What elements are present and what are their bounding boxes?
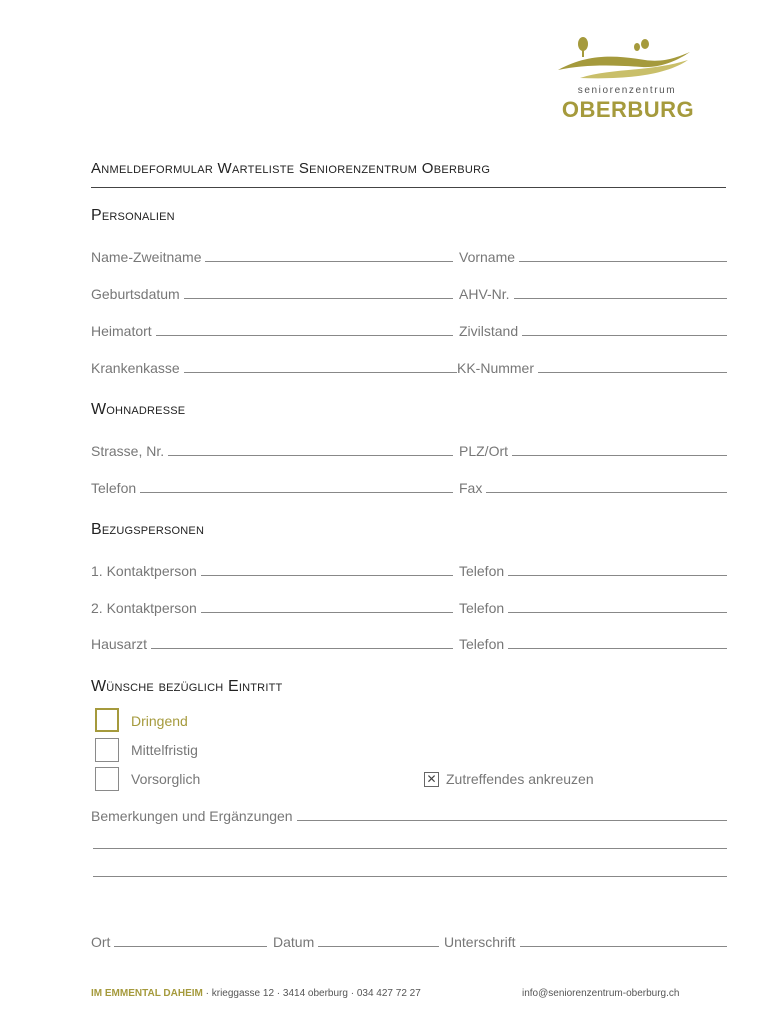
vorsorglich-checkbox[interactable]	[95, 767, 119, 791]
fax-field[interactable]	[459, 480, 727, 496]
bemerkungen-line-3[interactable]	[93, 876, 727, 877]
dringend-checkbox[interactable]	[95, 708, 119, 732]
bemerkungen-line-2[interactable]	[93, 848, 727, 849]
hausarzt-field[interactable]	[91, 636, 453, 652]
kk-nummer-field[interactable]	[457, 360, 727, 376]
dringend-label: Dringend	[131, 713, 188, 729]
telefon-field[interactable]	[91, 480, 453, 496]
kontaktperson-1-label: 1. Kontaktperson	[91, 563, 197, 579]
bemerkungen-field[interactable]	[91, 808, 727, 824]
title-divider	[91, 187, 726, 188]
datum-field[interactable]	[273, 934, 439, 950]
heimatort-label: Heimatort	[91, 323, 152, 339]
name-field[interactable]	[91, 249, 453, 265]
hausarzt-telefon-label: Telefon	[459, 636, 505, 652]
section-heading-bezugspersonen: Bezugspersonen	[91, 521, 205, 538]
vorname-label: Vorname	[459, 249, 516, 265]
logo	[550, 30, 700, 130]
logo-landscape-icon	[550, 30, 700, 90]
ahv-label: AHV-Nr.	[459, 286, 510, 302]
vorname-field[interactable]	[459, 249, 727, 265]
zivilstand-label: Zivilstand	[459, 323, 519, 339]
geburtsdatum-field[interactable]	[91, 286, 453, 302]
hausarzt-telefon-field[interactable]	[459, 636, 727, 652]
footer-brand: IM EMMENTAL DAHEIM	[91, 988, 203, 999]
ort-field[interactable]	[91, 934, 267, 950]
krankenkasse-label: Krankenkasse	[91, 360, 180, 376]
unterschrift-field[interactable]	[444, 934, 727, 950]
mittelfristig-label: Mittelfristig	[131, 742, 198, 758]
plz-ort-label: PLZ/Ort	[459, 443, 509, 459]
telefon-label: Telefon	[91, 480, 137, 496]
page-title: Anmeldeformular Warteliste Seniorenzentrum Oberburg	[91, 160, 491, 177]
kontaktperson-2-telefon-field[interactable]	[459, 600, 727, 616]
bemerkungen-label: Bemerkungen und Ergänzungen	[91, 808, 293, 824]
datum-label: Datum	[273, 934, 315, 950]
section-heading-wuensche: Wünsche bezüglich Eintritt	[91, 678, 283, 695]
footer-email[interactable]: info@seniorenzentrum-oberburg.ch	[522, 988, 680, 999]
kontaktperson-2-label: 2. Kontaktperson	[91, 600, 197, 616]
fax-label: Fax	[459, 480, 483, 496]
logo-subtitle: seniorenzentrum	[577, 85, 677, 96]
kontaktperson-2-telefon-label: Telefon	[459, 600, 505, 616]
ahv-field[interactable]	[459, 286, 727, 302]
strasse-field[interactable]	[91, 443, 453, 459]
zivilstand-field[interactable]	[459, 323, 727, 339]
section-heading-personalien: Personalien	[91, 207, 175, 224]
geburtsdatum-label: Geburtsdatum	[91, 286, 180, 302]
kontaktperson-1-telefon-field[interactable]	[459, 563, 727, 579]
footer-address-text: · krieggasse 12 · 3414 oberburg · 034 427 72 27	[202, 988, 421, 999]
vorsorglich-label: Vorsorglich	[131, 771, 201, 787]
plz-ort-field[interactable]	[459, 443, 727, 459]
logo-name: OBERBURG	[561, 97, 695, 122]
kontaktperson-2-field[interactable]	[91, 600, 453, 616]
name-label: Name-Zweitname	[91, 249, 202, 265]
kontaktperson-1-telefon-label: Telefon	[459, 563, 505, 579]
kontaktperson-1-field[interactable]	[91, 563, 453, 579]
hausarzt-label: Hausarzt	[91, 636, 148, 652]
footer-address	[91, 988, 421, 999]
kk-nummer-label: KK-Nummer	[457, 360, 535, 376]
heimatort-field[interactable]	[91, 323, 453, 339]
strasse-label: Strasse, Nr.	[91, 443, 165, 459]
hint-text: Zutreffendes ankreuzen	[446, 771, 594, 787]
krankenkasse-field[interactable]	[91, 360, 457, 376]
unterschrift-label: Unterschrift	[444, 934, 516, 950]
ort-label: Ort	[91, 934, 111, 950]
mittelfristig-checkbox[interactable]	[95, 738, 119, 762]
checked-box-icon: ✕	[424, 772, 439, 787]
section-heading-wohnadresse: Wohnadresse	[91, 401, 186, 418]
